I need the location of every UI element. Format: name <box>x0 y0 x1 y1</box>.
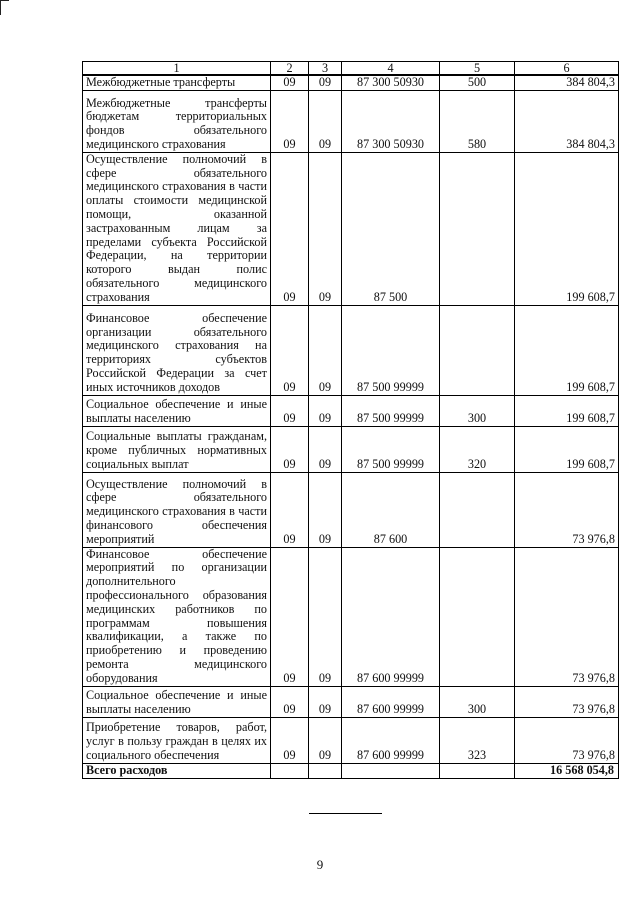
total-empty-cell <box>342 763 440 778</box>
row-csr: 87 600 99999 <box>342 717 440 763</box>
row-pr: 09 <box>309 686 342 717</box>
table-row <box>83 717 619 763</box>
row-sum: 73 976,8 <box>515 717 619 763</box>
table-row <box>83 90 619 152</box>
page-corner-mark <box>0 0 9 15</box>
row-vr: 323 <box>440 717 515 763</box>
row-rz: 09 <box>271 717 309 763</box>
row-vr <box>440 152 515 305</box>
row-csr: 87 300 50930 <box>342 75 440 90</box>
row-csr: 87 300 50930 <box>342 90 440 152</box>
header-col-4: 4 <box>342 62 440 76</box>
row-pr: 09 <box>309 152 342 305</box>
total-label: Всего расходов <box>83 763 271 778</box>
header-col-3: 3 <box>309 62 342 76</box>
row-rz: 09 <box>271 686 309 717</box>
row-csr: 87 600 99999 <box>342 686 440 717</box>
row-rz: 09 <box>271 305 309 395</box>
table-row <box>83 395 619 426</box>
row-pr: 09 <box>309 472 342 547</box>
table-row <box>83 305 619 395</box>
row-pr: 09 <box>309 717 342 763</box>
page-number: 9 <box>316 857 324 872</box>
row-rz: 09 <box>271 547 309 686</box>
row-rz: 09 <box>271 152 309 305</box>
row-name: Приобретение товаров, работ, услуг в пользу граждан в целях их социального обеспечения <box>83 717 271 763</box>
budget-table <box>82 61 619 779</box>
row-vr <box>440 305 515 395</box>
row-csr: 87 600 99999 <box>342 547 440 686</box>
row-pr: 09 <box>309 426 342 472</box>
total-row <box>83 763 619 778</box>
header-col-5: 5 <box>440 62 515 76</box>
total-empty-cell <box>271 763 309 778</box>
row-pr: 09 <box>309 547 342 686</box>
row-csr: 87 500 99999 <box>342 395 440 426</box>
row-rz: 09 <box>271 90 309 152</box>
row-sum: 199 608,7 <box>515 395 619 426</box>
table-row <box>83 75 619 90</box>
row-sum: 384 804,3 <box>515 75 619 90</box>
total-sum: 16 568 054,8 <box>515 763 619 778</box>
row-sum: 199 608,7 <box>515 426 619 472</box>
row-sum: 199 608,7 <box>515 305 619 395</box>
row-rz: 09 <box>271 472 309 547</box>
row-rz: 09 <box>271 426 309 472</box>
row-vr <box>440 472 515 547</box>
header-col-1: 1 <box>83 62 271 76</box>
table-body <box>83 75 619 778</box>
row-name: Финансовое обеспечение организации обязательного медицинского страхования на территориях субъектов Российской Федерации за счет иных источников доходов <box>83 305 271 395</box>
row-name: Социальные выплаты гражданам, кроме публичных нормативных социальных выплат <box>83 426 271 472</box>
row-vr: 500 <box>440 75 515 90</box>
row-name: Социальное обеспечение и иные выплаты населению <box>83 686 271 717</box>
row-name: Финансовое обеспечение мероприятий по организации дополнительного профессионального образования медицинских работников по программам повышения квалификации, а также по приобретению и проведению ремонта медицинского оборудования <box>83 547 271 686</box>
table-row <box>83 426 619 472</box>
row-vr: 300 <box>440 395 515 426</box>
row-name: Межбюджетные трансферты <box>83 75 271 90</box>
row-name: Осуществление полномочий в сфере обязательного медицинского страхования в части оплаты стоимости медицинской помощи, оказанной застрахованным лицам за пределами субъекта Российской Федерации, на территории которого выдан полис обязательного медицинского страхования <box>83 152 271 305</box>
row-vr: 300 <box>440 686 515 717</box>
row-csr: 87 500 99999 <box>342 305 440 395</box>
row-csr: 87 600 <box>342 472 440 547</box>
row-pr: 09 <box>309 395 342 426</box>
total-empty-cell <box>309 763 342 778</box>
row-pr: 09 <box>309 305 342 395</box>
header-col-2: 2 <box>271 62 309 76</box>
row-rz: 09 <box>271 395 309 426</box>
row-sum: 199 608,7 <box>515 152 619 305</box>
table-row <box>83 472 619 547</box>
total-empty-cell <box>440 763 515 778</box>
table-header <box>83 62 619 76</box>
row-pr: 09 <box>309 75 342 90</box>
row-vr <box>440 547 515 686</box>
row-vr: 580 <box>440 90 515 152</box>
row-vr: 320 <box>440 426 515 472</box>
row-rz: 09 <box>271 75 309 90</box>
row-sum: 73 976,8 <box>515 686 619 717</box>
row-sum: 73 976,8 <box>515 472 619 547</box>
row-name: Осуществление полномочий в сфере обязательного медицинского страхования в части финансового обеспечения мероприятий <box>83 472 271 547</box>
row-name: Межбюджетные трансферты бюджетам территориальных фондов обязательного медицинского страхования <box>83 90 271 152</box>
row-sum: 73 976,8 <box>515 547 619 686</box>
row-sum: 384 804,3 <box>515 90 619 152</box>
table-row <box>83 547 619 686</box>
table-row <box>83 686 619 717</box>
footer-rule <box>309 813 382 814</box>
row-pr: 09 <box>309 90 342 152</box>
row-csr: 87 500 <box>342 152 440 305</box>
table-row <box>83 152 619 305</box>
row-csr: 87 500 99999 <box>342 426 440 472</box>
header-col-6: 6 <box>515 62 619 76</box>
row-name: Социальное обеспечение и иные выплаты населению <box>83 395 271 426</box>
